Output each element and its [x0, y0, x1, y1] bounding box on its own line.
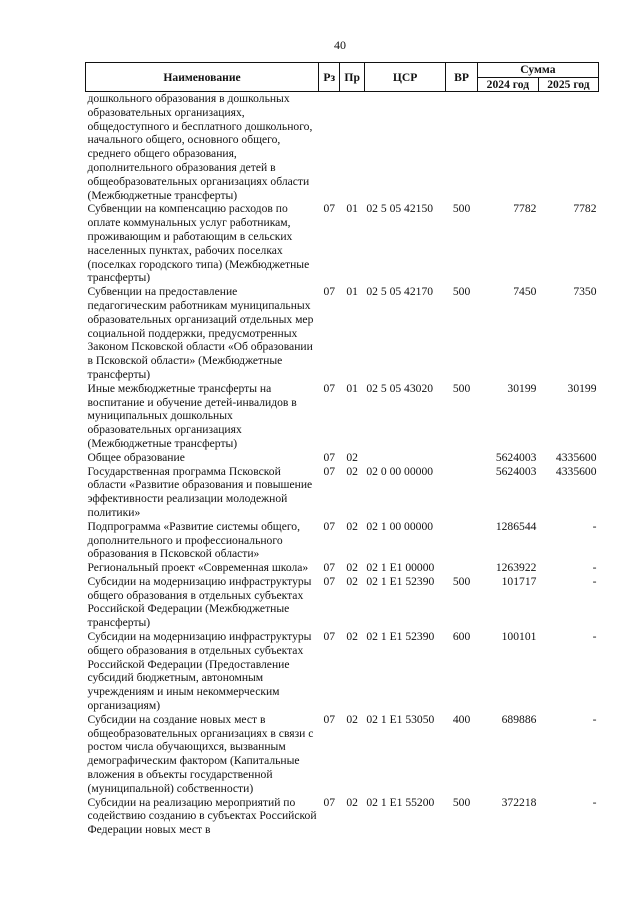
- table-row: [86, 796, 599, 837]
- row-csr: 02 5 05 42170: [366, 285, 434, 299]
- row-vr: 500: [452, 285, 471, 299]
- table-row: [86, 630, 599, 713]
- row-csr: 02 1 E1 55200: [366, 795, 435, 809]
- row-sum-2025: -: [592, 561, 597, 575]
- row-pr: 02: [346, 795, 358, 809]
- row-pr: 02: [346, 519, 358, 533]
- row-sum-2024: 5624003: [495, 450, 537, 464]
- row-pr: [340, 92, 364, 203]
- table-row: [86, 520, 599, 561]
- row-vr: 600: [452, 630, 471, 644]
- header-year-2024: 2024 год: [477, 77, 538, 92]
- row-name: Субсидии на модернизацию инфраструктуры общего образования в отдельных субъектах Российской Федерации (Межбюджетные трансферты): [87, 574, 312, 630]
- row-rz: 07: [323, 712, 336, 726]
- row-pr: 02: [346, 630, 358, 644]
- row-csr: [364, 451, 445, 465]
- row-vr: [446, 451, 478, 465]
- row-rz: [319, 92, 340, 203]
- row-vr: [446, 92, 478, 203]
- row-sum-2024: 689886: [501, 712, 537, 726]
- row-csr: 02 1 E1 52390: [366, 630, 435, 644]
- row-name: Государственная программа Псковской области «Развитие образования и повышение эффективности реализации молодежной политики»: [87, 464, 313, 519]
- row-csr: 02 0 00 00000: [366, 464, 434, 478]
- row-sum-2025: -: [592, 712, 597, 726]
- row-sum-2025: [538, 92, 598, 203]
- row-rz: 07: [323, 285, 336, 299]
- row-sum-2024: [477, 92, 538, 203]
- row-rz: 07: [323, 574, 336, 588]
- row-rz: 07: [323, 561, 336, 575]
- table-header: [86, 63, 599, 92]
- row-name: Подпрограмма «Развитие системы общего, дополнительного и профессионального образования в Псковской области»: [87, 519, 300, 561]
- row-rz: 07: [323, 450, 336, 464]
- table-row: [86, 382, 599, 451]
- row-vr: [446, 561, 478, 575]
- row-name: Субвенции на компенсацию расходов по оплате коммунальных услуг работникам, проживающим и работающим в сельских населенных пунктах, рабочих поселках (поселках городского типа) (Межбюджетные трансферты): [87, 202, 310, 285]
- row-sum-2024: 101717: [501, 574, 537, 588]
- row-sum-2024: 7782: [513, 202, 537, 216]
- header-vr: ВР: [446, 63, 478, 92]
- row-vr: 500: [452, 795, 471, 809]
- row-sum-2025: 30199: [567, 381, 597, 395]
- row-sum-2025: -: [592, 795, 597, 809]
- row-vr: [446, 465, 478, 520]
- table-row: [86, 202, 599, 285]
- row-name: дошкольного образования в дошкольных образовательных организациях, общедоступного и бесплатного дошкольного, начального общего, основного общего, среднего общего образования, дополнительного образования детей в общеобразовательных организациях области (Межбюджетные трансферты): [87, 92, 313, 202]
- row-csr: 02 5 05 43020: [366, 381, 434, 395]
- header-csr: ЦСР: [364, 63, 445, 92]
- row-sum-2024: 1263922: [495, 561, 537, 575]
- row-csr: 02 1 E1 00000: [366, 561, 435, 575]
- row-csr: 02 1 00 00000: [366, 519, 434, 533]
- header-sum: Сумма: [477, 63, 598, 78]
- row-sum-2025: 4335600: [555, 464, 597, 478]
- row-name: Общее образование: [87, 450, 185, 464]
- row-pr: 01: [346, 202, 358, 216]
- row-name: Субсидии на реализацию мероприятий по содействию созданию в субъектах Российской Федерации новых мест в: [87, 795, 317, 837]
- table-row: [86, 451, 599, 465]
- header-pr: Пр: [340, 63, 364, 92]
- header-year-2025: 2025 год: [538, 77, 598, 92]
- table-row: [86, 561, 599, 575]
- row-sum-2025: -: [592, 519, 597, 533]
- header-name: Наименование: [86, 63, 319, 92]
- row-sum-2024: 100101: [501, 630, 537, 644]
- row-pr: 02: [346, 464, 358, 478]
- row-rz: 07: [323, 464, 336, 478]
- row-sum-2024: 5624003: [495, 464, 537, 478]
- row-pr: 02: [346, 574, 358, 588]
- row-rz: 07: [323, 795, 336, 809]
- table-row: [86, 465, 599, 520]
- row-sum-2024: 7450: [513, 285, 537, 299]
- row-sum-2025: 7350: [573, 285, 597, 299]
- row-sum-2024: 1286544: [495, 519, 537, 533]
- table-row: [86, 285, 599, 382]
- row-pr: 02: [346, 450, 358, 464]
- row-sum-2025: -: [592, 574, 597, 588]
- table-row: [86, 713, 599, 796]
- page-number: 40: [334, 38, 346, 52]
- row-vr: 500: [452, 381, 471, 395]
- row-csr: 02 1 E1 52390: [366, 574, 435, 588]
- header-rz: Рз: [319, 63, 340, 92]
- row-rz: 07: [323, 202, 336, 216]
- row-vr: 400: [452, 712, 471, 726]
- row-pr: 02: [346, 712, 358, 726]
- table-row: [86, 92, 599, 203]
- row-sum-2024: 372218: [501, 795, 537, 809]
- table-row: [86, 575, 599, 630]
- row-rz: 07: [323, 381, 336, 395]
- row-sum-2025: 7782: [573, 202, 597, 216]
- row-name: Субсидии на создание новых мест в общеобразовательных организациях в связи с ростом числа обучающихся, вызванным демографическим фактором (Капитальные вложения в объекты государственной (муниципальной) собственности): [87, 712, 314, 795]
- budget-table: [85, 62, 599, 837]
- row-sum-2024: 30199: [507, 381, 537, 395]
- row-pr: 02: [346, 561, 358, 575]
- row-sum-2025: -: [592, 630, 597, 644]
- row-rz: 07: [323, 630, 336, 644]
- row-name: Иные межбюджетные трансферты на воспитание и обучение детей-инвалидов в муниципальных дошкольных образовательных организациях (Межбюджетные трансферты): [87, 381, 297, 450]
- row-name: Субсидии на модернизацию инфраструктуры общего образования в отдельных субъектах Российской Федерации (Предоставление субсидий бюджетным, автономным учреждениям и иным некоммерческим организациям): [87, 630, 312, 713]
- row-name: Региональный проект «Современная школа»: [87, 561, 309, 575]
- row-rz: 07: [323, 519, 336, 533]
- row-vr: 500: [452, 202, 471, 216]
- row-vr: 500: [452, 574, 471, 588]
- row-pr: 01: [346, 285, 358, 299]
- row-csr: [364, 92, 445, 203]
- row-sum-2025: 4335600: [555, 450, 597, 464]
- row-csr: 02 1 E1 53050: [366, 712, 435, 726]
- row-name: Субвенции на предоставление педагогическим работникам муниципальных образовательных организаций отдельных мер социальной поддержки, предусмотренных Законом Псковской области «Об образовании в Псковской области» (Межбюджетные трансферты): [87, 285, 314, 381]
- row-pr: 01: [346, 381, 358, 395]
- row-vr: [446, 520, 478, 561]
- row-csr: 02 5 05 42150: [366, 202, 434, 216]
